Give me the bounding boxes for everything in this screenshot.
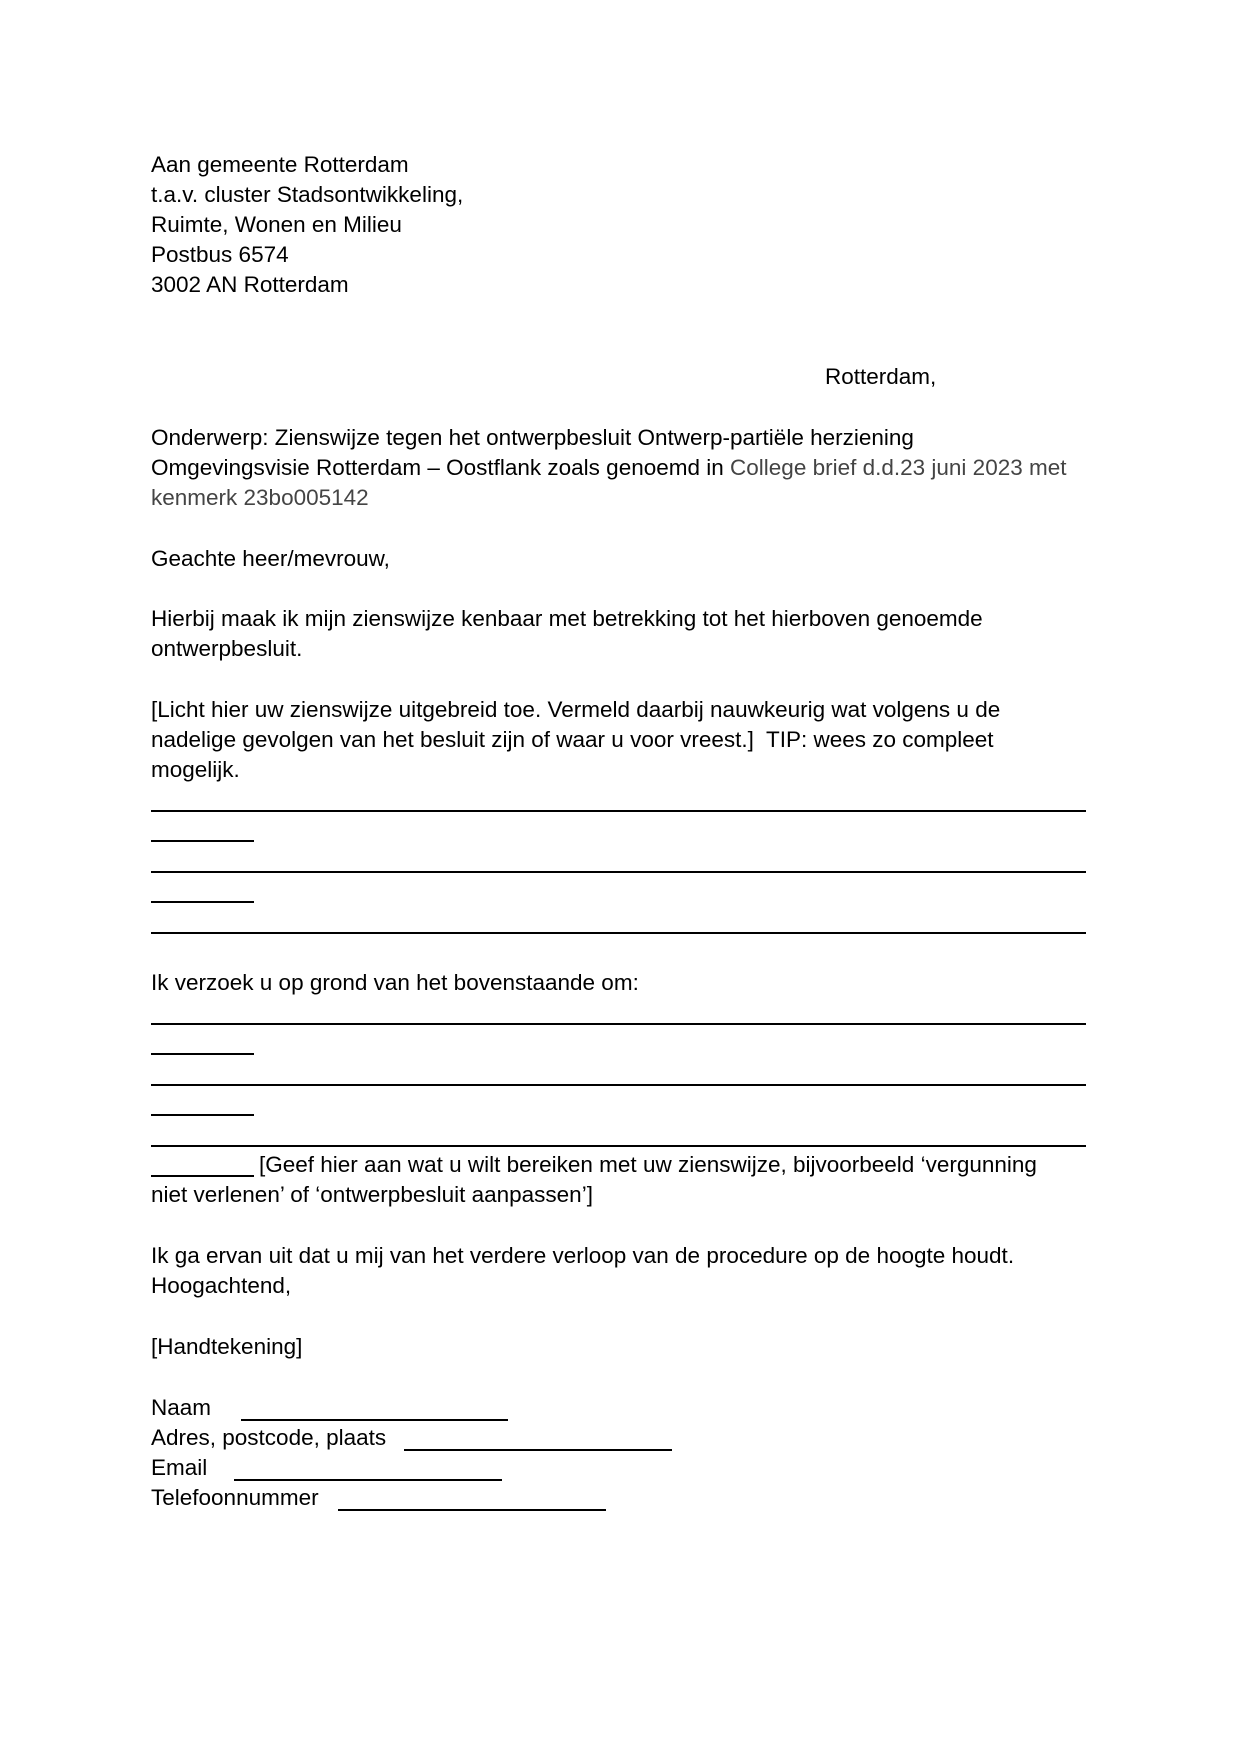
- name-field-label: Naam: [151, 1395, 212, 1420]
- address-line-3: Ruimte, Wonen en Milieu: [151, 212, 402, 237]
- name-field[interactable]: [241, 1419, 508, 1421]
- phone-field[interactable]: [338, 1509, 606, 1511]
- answer-line[interactable]: [151, 932, 1086, 934]
- instructions-line-2: nadelige gevolgen van het besluit zijn of waar u voor vreest.] TIP: wees zo compleet: [151, 727, 994, 752]
- subject-line-2: [151, 453, 1067, 483]
- request-line[interactable]: [151, 1145, 1086, 1147]
- closing-line-1: Ik ga ervan uit dat u mij van het verdere verloop van de procedure op de hoogte houdt.: [151, 1243, 1015, 1268]
- intro-line-2: ontwerpbesluit.: [151, 636, 303, 661]
- answer-line[interactable]: [151, 810, 1086, 812]
- signature-placeholder: [Handtekening]: [151, 1334, 303, 1359]
- request-hint-line-1: [Geef hier aan wat u wilt bereiken met uw zienswijze, bijvoorbeeld ‘vergunning: [259, 1152, 1037, 1177]
- request-line[interactable]: [151, 1053, 254, 1055]
- request-line[interactable]: [151, 1023, 1086, 1025]
- answer-line[interactable]: [151, 871, 1086, 873]
- address-line-1: Aan gemeente Rotterdam: [151, 152, 409, 177]
- salutation: Geachte heer/mevrouw,: [151, 546, 390, 571]
- closing-line-2: Hoogachtend,: [151, 1273, 292, 1298]
- answer-line[interactable]: [151, 901, 254, 903]
- subject-line-1: Onderwerp: Zienswijze tegen het ontwerpbesluit Ontwerp-partiële herziening: [151, 425, 914, 450]
- request-line[interactable]: [151, 1114, 254, 1116]
- instructions-line-3: mogelijk.: [151, 757, 240, 782]
- address-field[interactable]: [404, 1449, 672, 1451]
- intro-line-1: Hierbij maak ik mijn zienswijze kenbaar met betrekking tot het hierboven genoemde: [151, 606, 983, 631]
- request-line[interactable]: [151, 1175, 254, 1177]
- subject-line-3: kenmerk 23bo005142: [151, 485, 369, 510]
- place-date: Rotterdam,: [825, 364, 937, 389]
- email-field[interactable]: [234, 1479, 502, 1481]
- address-field-label: Adres, postcode, plaats: [151, 1425, 387, 1450]
- instructions-line-1: [Licht hier uw zienswijze uitgebreid toe. Vermeld daarbij nauwkeurig wat volgens u de: [151, 697, 1001, 722]
- address-line-2: t.a.v. cluster Stadsontwikkeling,: [151, 182, 464, 207]
- request-hint-line-2: niet verlenen’ of ‘ontwerpbesluit aanpassen’]: [151, 1182, 593, 1207]
- address-line-4: Postbus 6574: [151, 242, 289, 267]
- address-line-5: 3002 AN Rotterdam: [151, 272, 349, 297]
- request-text: Ik verzoek u op grond van het bovenstaande om:: [151, 970, 639, 995]
- phone-field-label: Telefoonnummer: [151, 1485, 319, 1510]
- answer-line[interactable]: [151, 840, 254, 842]
- subject-line-2-text: Omgevingsvisie Rotterdam – Oostflank zoals genoemd in: [151, 455, 731, 480]
- email-field-label: Email: [151, 1455, 208, 1480]
- request-line[interactable]: [151, 1084, 1086, 1086]
- subject-reference: College brief d.d.23 juni 2023 met: [730, 455, 1067, 480]
